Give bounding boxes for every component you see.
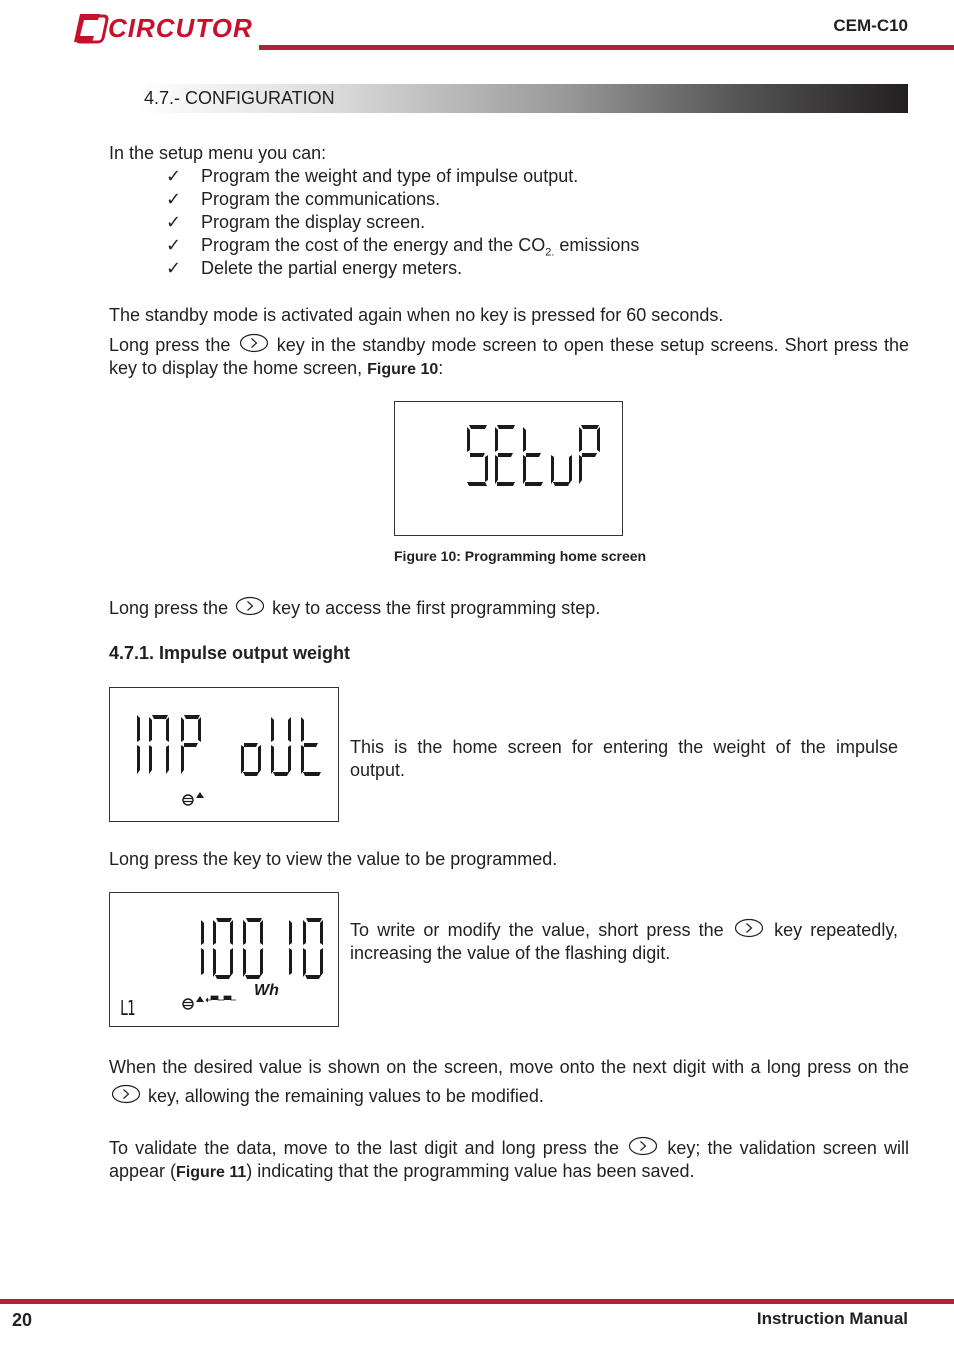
check-icon: ✓ bbox=[166, 235, 182, 255]
next-key-icon bbox=[628, 1136, 658, 1156]
document-title: Instruction Manual bbox=[756, 1309, 908, 1328]
current-transformer-icon bbox=[183, 792, 204, 805]
validate-paragraph: To validate the data, move to the last digit and long press the key; the validation screen will appear (Figure 11) indicating that the programming value has been saved. bbox=[109, 1138, 909, 1181]
current-transformer-icon bbox=[183, 996, 204, 1009]
subsection-title: 4.7.1. Impulse output weight bbox=[109, 643, 351, 663]
lcd-digits bbox=[395, 402, 624, 537]
check-icon: ✓ bbox=[166, 258, 182, 278]
check-icon: ✓ bbox=[166, 212, 182, 232]
next-key-icon bbox=[235, 596, 265, 616]
co2-subscript: 2. bbox=[545, 246, 555, 259]
lcd-digits bbox=[110, 893, 340, 1028]
check-icon: ✓ bbox=[166, 189, 182, 209]
impulse-output-lcd-display bbox=[109, 687, 339, 822]
view-value-paragraph: Long press the key to view the value to be programmed. bbox=[109, 849, 558, 869]
section-title-bar bbox=[137, 84, 908, 113]
impulse-value-lcd-display bbox=[109, 892, 339, 1027]
model-name: CEM-C10 bbox=[833, 16, 908, 35]
first-step-paragraph: Long press the key to access the first programming step. bbox=[109, 598, 601, 618]
next-key-icon bbox=[239, 333, 269, 353]
next-key-icon bbox=[734, 918, 764, 938]
page-number: 20 bbox=[12, 1310, 33, 1330]
intro-lead: In the setup menu you can: bbox=[109, 143, 327, 163]
footer-rule bbox=[0, 1299, 954, 1304]
next-key-icon bbox=[111, 1084, 141, 1104]
impulse-screen-description: This is the home screen for entering the weight of the impulse output. bbox=[350, 737, 898, 780]
list-item: ✓ Delete the partial energy meters. bbox=[166, 258, 463, 278]
section-title: 4.7.- CONFIGURATION bbox=[144, 88, 335, 108]
long-press-paragraph: Long press the key in the standby mode screen to open these setup screens. Short press the key to display the home screen, Figure 10: bbox=[109, 335, 909, 378]
brand-logo bbox=[70, 10, 253, 46]
figure-reference: Figure 10 bbox=[367, 361, 439, 378]
next-digit-paragraph: When the desired value is shown on the screen, move onto the next digit with a long press on the key, allowing the remaining values to be modified. bbox=[109, 1057, 909, 1106]
pulse-output-icon bbox=[206, 996, 236, 1002]
list-item: ✓ Program the weight and type of impulse output. bbox=[166, 166, 579, 186]
figure-caption: Figure 10: Programming home screen bbox=[394, 548, 647, 564]
figure-reference: Figure 11 bbox=[176, 1164, 247, 1181]
setup-lcd-display bbox=[394, 401, 623, 536]
list-item: ✓ Program the cost of the energy and the $CO_{2.}$ emissions bbox=[166, 235, 640, 259]
check-icon: ✓ bbox=[166, 166, 182, 186]
unit-label: Wh bbox=[254, 982, 279, 999]
setup-options-list bbox=[109, 165, 889, 280]
list-item: ✓ Program the display screen. bbox=[166, 212, 426, 232]
lcd-digits bbox=[110, 688, 340, 823]
header-rule bbox=[259, 45, 954, 50]
standby-paragraph: The standby mode is activated again when no key is pressed for 60 seconds. bbox=[109, 305, 724, 325]
value-screen-description: To write or modify the value, short press the key repeatedly, increasing the value of the flashing digit. bbox=[350, 920, 898, 963]
list-item: ✓ Program the communications. bbox=[166, 189, 441, 209]
brand-name: CIRCUTOR bbox=[108, 13, 253, 43]
phase-label: L1 bbox=[120, 996, 135, 1020]
